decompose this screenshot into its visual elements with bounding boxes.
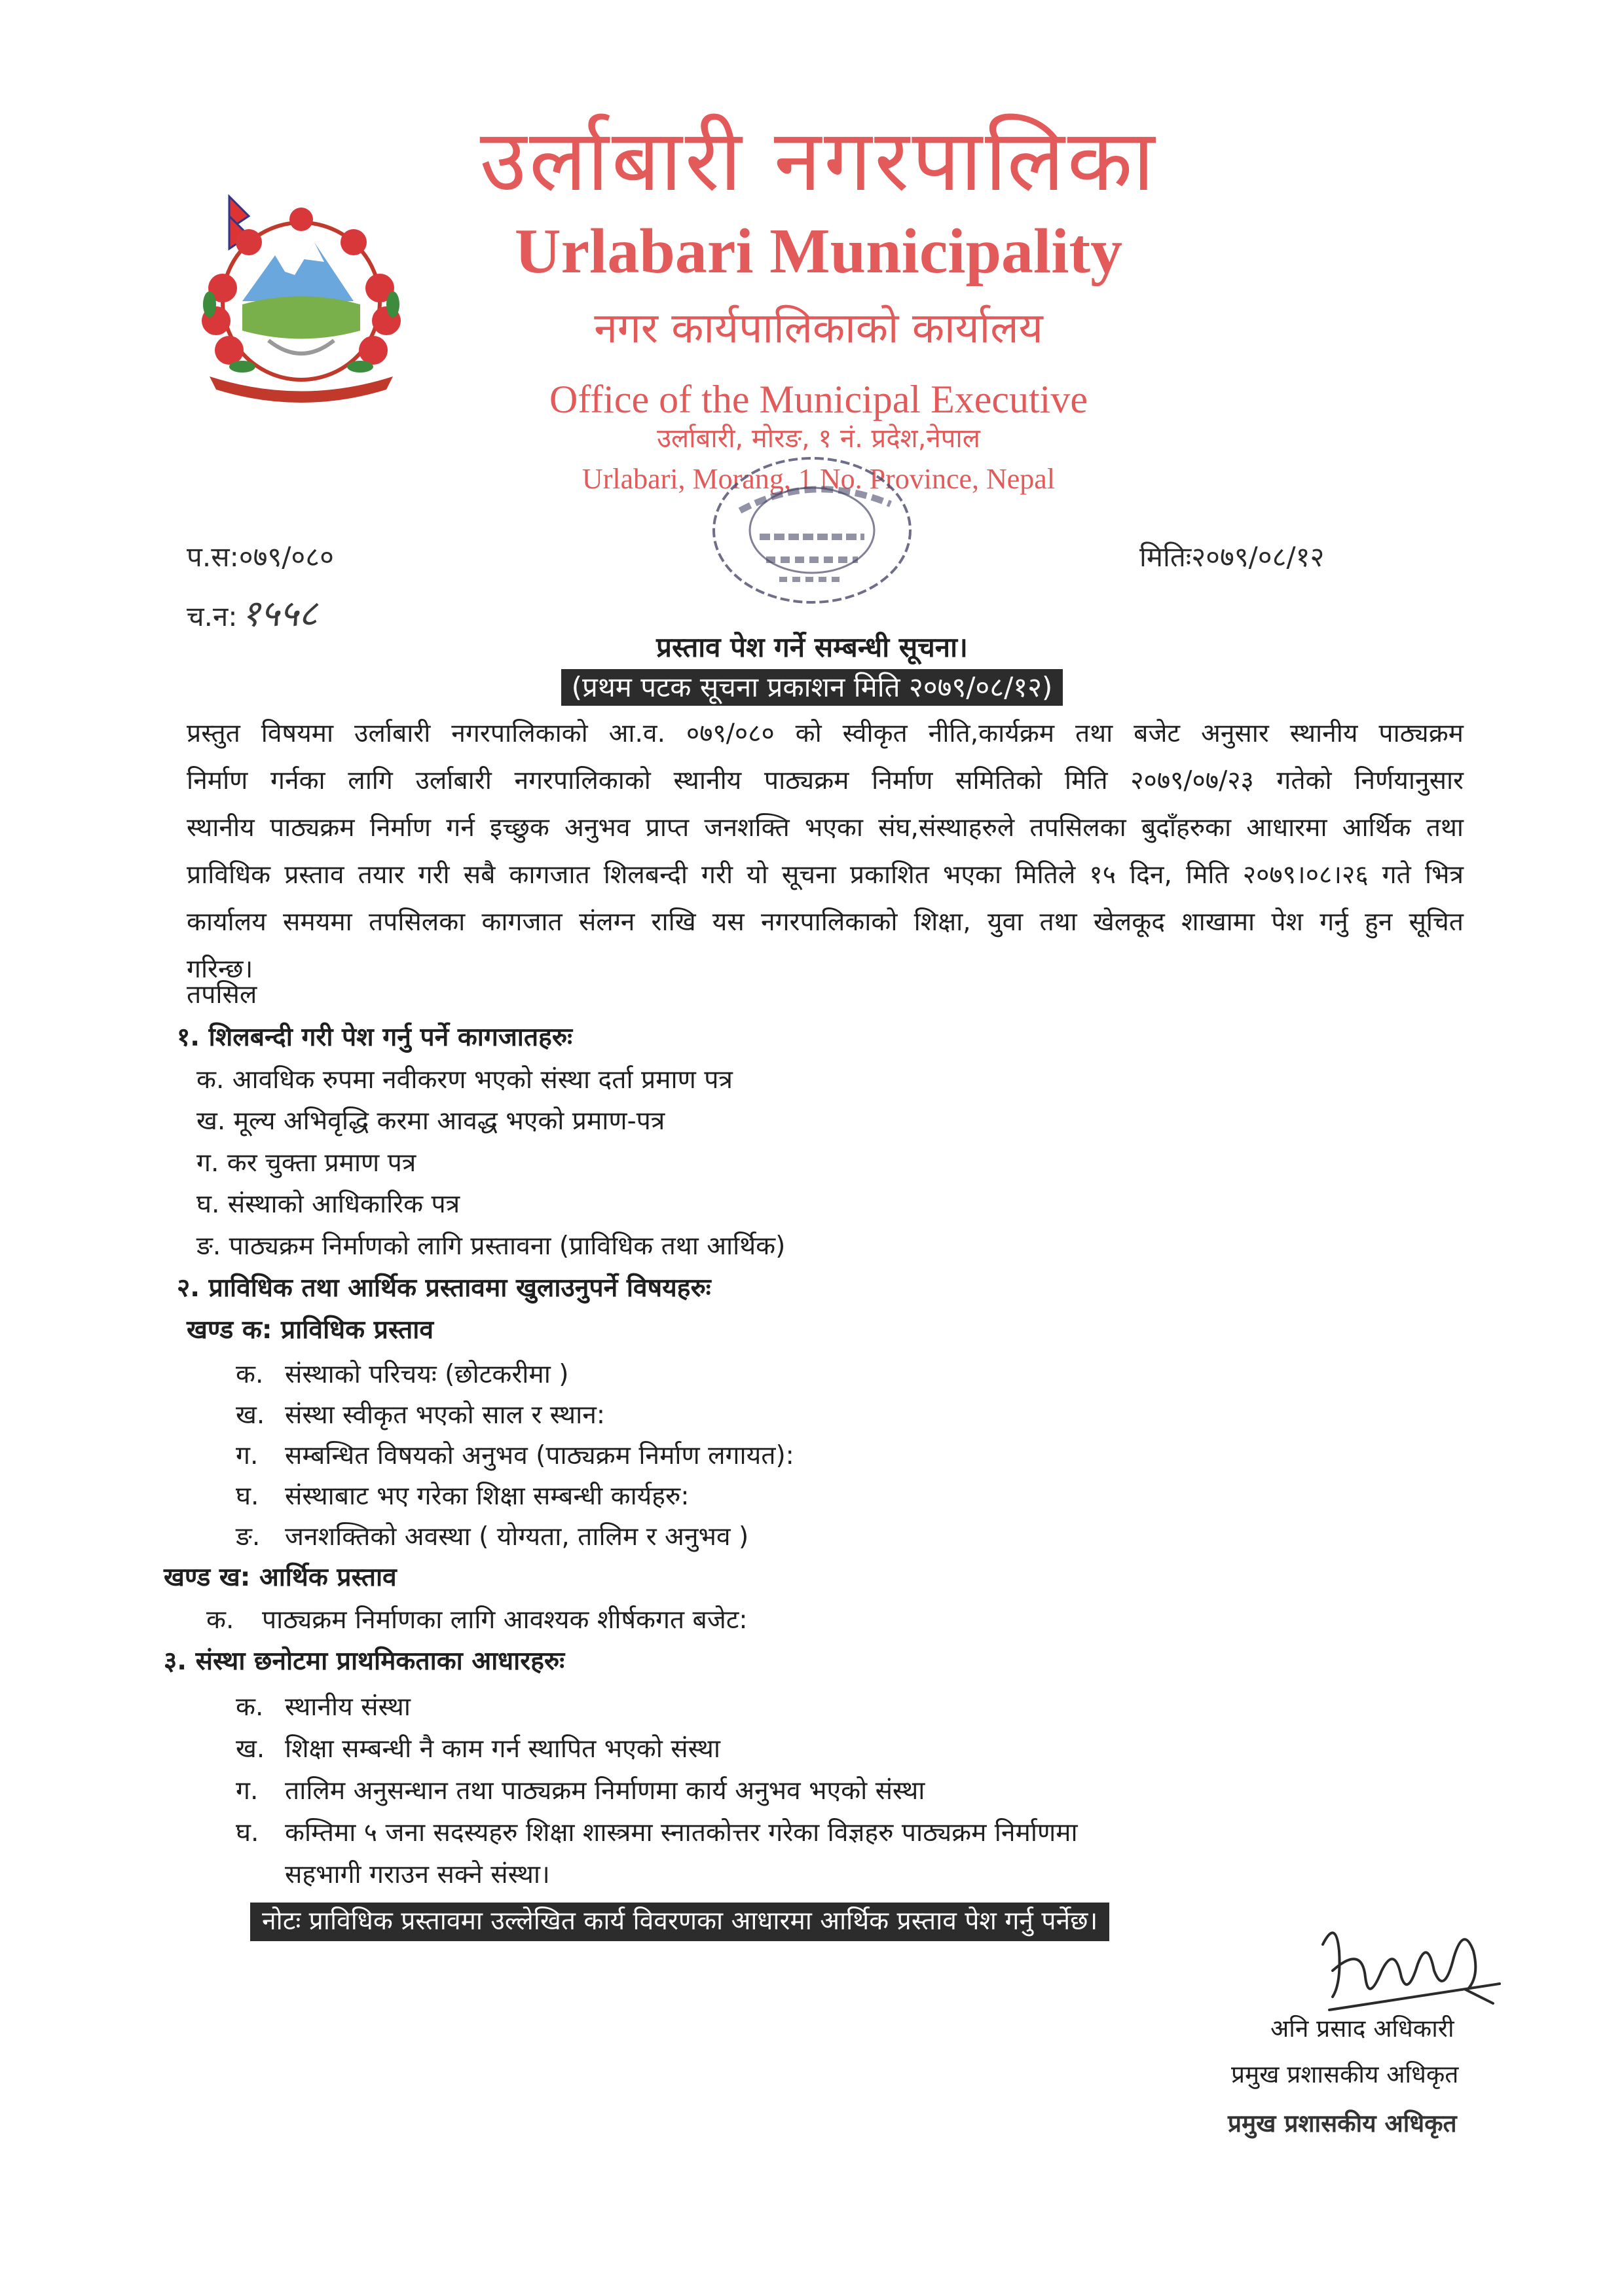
signatory-stamp-title: प्रमुख प्रशासकीय अधिकृत: [1228, 2109, 1457, 2138]
signatory-title: प्रमुख प्रशासकीय अधिकृत: [1231, 2060, 1459, 2088]
signature-icon: [1303, 1905, 1513, 2023]
section3-item-text: शिक्षा सम्बन्धी नै काम गर्न स्थापित भएको संस्था: [285, 1734, 720, 1764]
notice-paragraph: [187, 710, 1464, 993]
paragraph-line: निर्माण गर्नका लागि उर्लाबारी नगरपालिकाको स्थानीय पाठ्यक्रम निर्माण समितिको मिति २०७९/०७/२३ गतेको निर्णयानुसार: [187, 766, 1464, 795]
section2-part-a-title: खण्ड क: प्राविधिक प्रस्ताव: [187, 1315, 434, 1345]
nepal-emblem-icon: [183, 190, 419, 406]
part-a-item-letter: घ.: [236, 1482, 259, 1511]
address-nepali: उर्लाबारी, मोरङ, १ नं. प्रदेश,नेपाल: [657, 424, 980, 454]
section1-item: क. आवधिक रुपमा नवीकरण भएको संस्था दर्ता प्रमाण पत्र: [196, 1065, 733, 1095]
section3-item-letter: ग.: [236, 1776, 259, 1806]
part-a-item-letter: ख.: [236, 1400, 265, 1430]
letter-date: मितिः२०७९/०८/१२: [1139, 541, 1325, 573]
dispatch-number: [187, 592, 318, 635]
publish-date-wrapper: [196, 669, 1428, 706]
part-b-item-letter: क.: [206, 1605, 234, 1635]
tapsil-label: तपसिल: [187, 980, 257, 1010]
section3-item-text: कम्तिमा ५ जना सदस्यहरु शिक्षा शास्त्रमा स्नातकोत्तर गरेका विज्ञहरु पाठ्यक्रम निर्माणमा: [285, 1818, 1078, 1848]
office-stamp-icon: [694, 445, 930, 615]
part-a-item-letter: क.: [236, 1360, 264, 1389]
part-a-item-text: सम्बन्धित विषयको अनुभव (पाठ्यक्रम निर्माण लगायत):: [285, 1441, 794, 1470]
section1-item: घ. संस्थाको आधिकारिक पत्र: [196, 1190, 460, 1219]
section3-item-continuation: सहभागी गराउन सक्ने संस्था।: [285, 1860, 550, 1889]
part-a-item-text: जनशक्तिको अवस्था ( योग्यता, तालिम र अनुभव ): [285, 1522, 749, 1552]
section3-item-text: स्थानीय संस्था: [285, 1692, 411, 1722]
section3-item-letter: ख.: [236, 1734, 265, 1764]
note-bar: नोटः प्राविधिक प्रस्तावमा उल्लेखित कार्य विवरणका आधारमा आर्थिक प्रस्ताव पेश गर्नु पर्नेछ।: [250, 1903, 1109, 1941]
dispatch-number-value: १५५८: [241, 592, 318, 635]
paragraph-line: स्थानीय पाठ्यक्रम निर्माण गर्न इच्छुक अनुभव प्राप्त जनशक्ति भएका संघ,संस्थाहरुले तपसिलका बुदाँहरुका आधारमा आर्थिक तथा: [187, 813, 1464, 843]
part-a-item-text: संस्थाबाट भए गरेका शिक्षा सम्बन्धी कार्यहरु:: [285, 1482, 690, 1511]
signatory-name: अनि प्रसाद अधिकारी: [1270, 2014, 1454, 2043]
section3-title: ३. संस्था छनोटमा प्राथमिकताका आधारहरुः: [164, 1647, 565, 1676]
office-name-english: Office of the Municipal Executive: [549, 378, 1088, 421]
paragraph-line: गरिन्छ।: [187, 955, 253, 984]
section2-part-b-title: खण्ड ख: आर्थिक प्रस्ताव: [164, 1563, 397, 1592]
office-name-nepali: नगर कार्यपालिकाको कार्यालय: [594, 304, 1043, 353]
paragraph-line: प्रस्तुत विषयमा उर्लाबारी नगरपालिकाको आ.व. ०७९/०८० को स्वीकृत नीति,कार्यक्रम तथा बजेट अनुसार स्थानीय पाठ्यक्रम: [187, 719, 1464, 748]
section2-title: २. प्राविधिक तथा आर्थिक प्रस्तावमा खुलाउनुपर्ने विषयहरुः: [177, 1273, 711, 1303]
address-english: Urlabari, Morang, 1 No. Province, Nepal: [581, 463, 1056, 495]
section3-item-text: तालिम अनुसन्धान तथा पाठ्यक्रम निर्माणमा कार्य अनुभव भएको संस्था: [285, 1776, 925, 1806]
section1-item: ङ. पाठ्यक्रम निर्माणको लागि प्रस्तावना (प्राविधिक तथा आर्थिक): [196, 1231, 786, 1261]
part-a-item-letter: ग.: [236, 1441, 259, 1470]
notice-heading: प्रस्ताव पेश गर्ने सम्बन्धी सूचना।: [656, 631, 968, 663]
section1-item: ग. कर चुक्ता प्रमाण पत्र: [196, 1148, 416, 1178]
section1-title: १. शिलबन्दी गरी पेश गर्नु पर्ने कागजातहरुः: [177, 1023, 573, 1052]
paragraph-line: प्राविधिक प्रस्ताव तयार गरी सबै कागजात शिलबन्दी गरी यो सूचना प्रकाशित भएका मितिले १५ दिन, मिति २०७९।०८।२६ गते भित्र: [187, 860, 1464, 890]
part-a-item-text: संस्थाको परिचयः (छोटकरीमा ): [285, 1360, 569, 1389]
section3-item-letter: क.: [236, 1692, 264, 1722]
dispatch-number-label: च.न:: [187, 600, 238, 632]
municipality-name-english: Urlabari Municipality: [514, 216, 1123, 287]
reference-number: प.स:०७९/०८०: [187, 541, 334, 573]
section1-item: ख. मूल्य अभिवृद्धि करमा आवद्ध भएको प्रमाण-पत्र: [196, 1106, 665, 1136]
paragraph-line: कार्यालय समयमा तपसिलका कागजात संलग्न राखि यस नगरपालिकाको शिक्षा, युवा तथा खेलकूद शाखामा पेश गर्नु हुन सूचित: [187, 907, 1464, 937]
part-a-item-letter: ङ.: [236, 1522, 261, 1552]
part-b-item-text: पाठ्यक्रम निर्माणका लागि आवश्यक शीर्षकगत बजेट:: [262, 1605, 748, 1635]
part-a-item-text: संस्था स्वीकृत भएको साल र स्थान:: [285, 1400, 605, 1430]
municipality-name-nepali: उर्लाबारी नगरपालिका: [479, 111, 1158, 210]
publish-date-bar: (प्रथम पटक सूचना प्रकाशन मिति २०७९/०८/१२): [561, 669, 1063, 706]
section3-item-letter: घ.: [236, 1818, 259, 1848]
